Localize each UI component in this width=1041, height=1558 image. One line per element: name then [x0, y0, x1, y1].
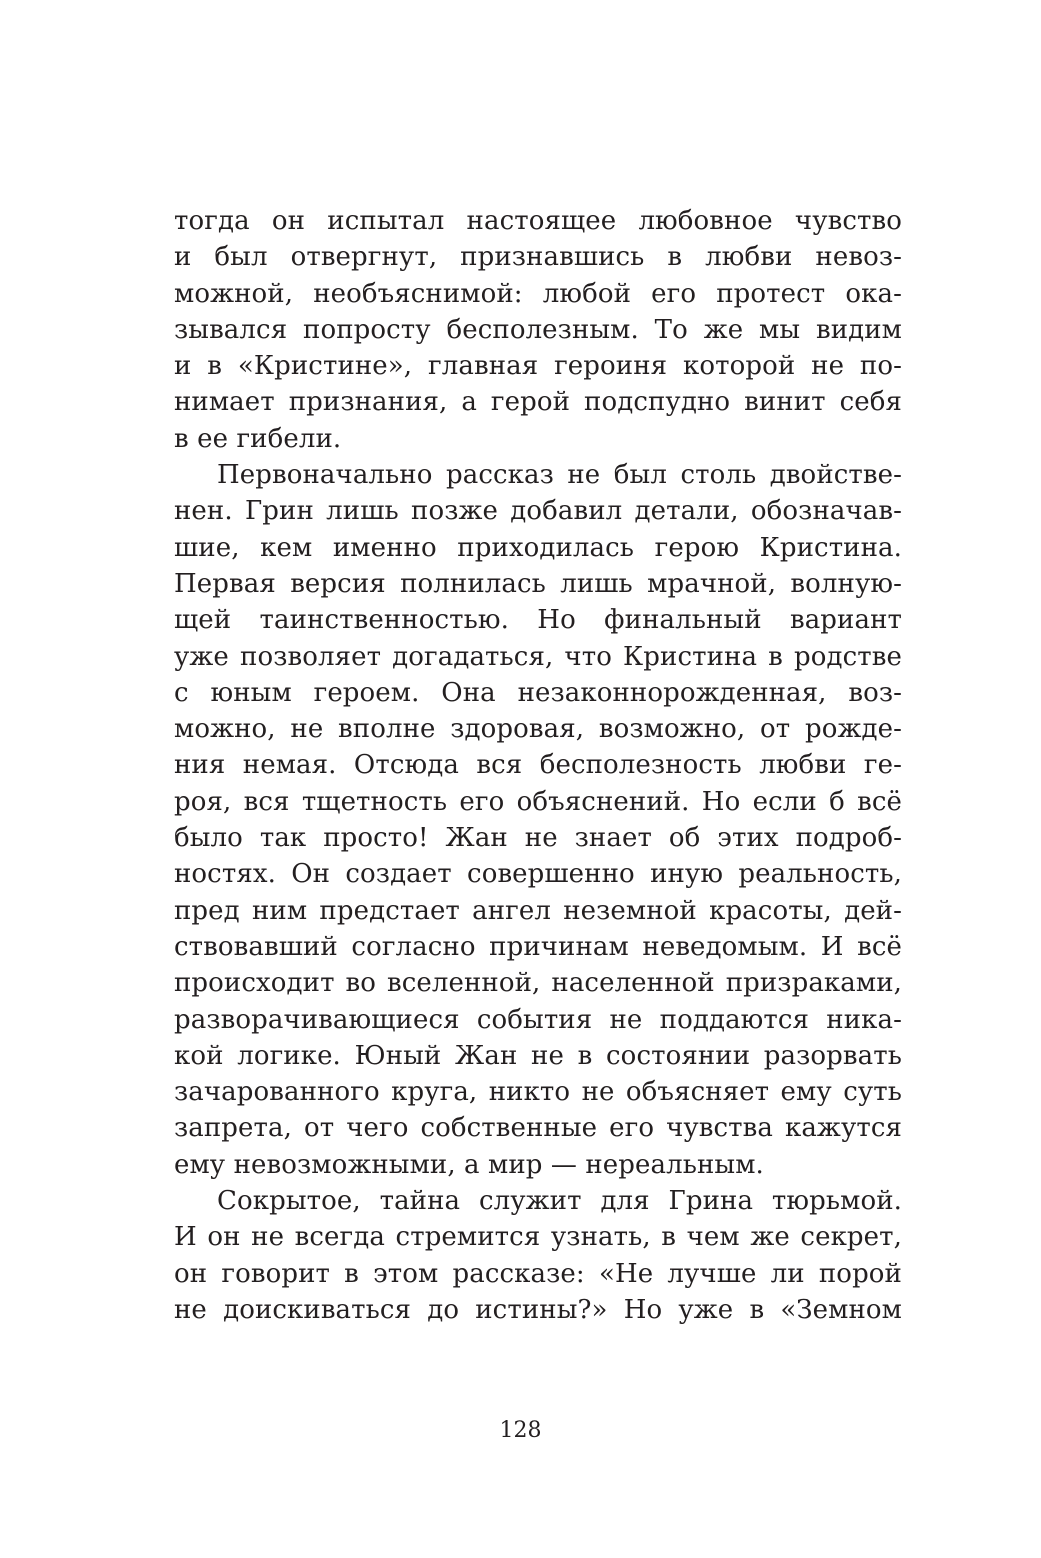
text-line: пред ним предстает ангел неземной красоты, дей- [174, 895, 902, 926]
text-line: зачарованного круга, никто не объясняет ему суть [174, 1077, 902, 1108]
text-line: щей таинственностью. Но финальный вариант [174, 605, 902, 636]
text-line: нимает признания, а герой подспудно винит себя [174, 387, 902, 418]
page-number: 128 [499, 1418, 542, 1443]
text-line: разворачивающиеся события не поддаются ника- [174, 1004, 902, 1035]
text-line: тогда он испытал настоящее любовное чувство [174, 206, 902, 236]
text-line: и был отвергнут, признавшись в любви невоз- [174, 242, 902, 273]
text-line: Первая версия полнилась лишь мрачной, волную- [174, 568, 902, 599]
text-line: И он не всегда стремится узнать, в чем же секрет, [174, 1222, 902, 1253]
text-line: нен. Грин лишь позже добавил детали, обозначав- [174, 496, 902, 527]
text-line: происходит во вселенной, населенной призраками, [174, 968, 902, 999]
text-line: ему невозможными, а мир — нереальным. [174, 1149, 764, 1180]
body-text [174, 203, 902, 1328]
text-line: Первоначально рассказ не был столь двойстве- [217, 460, 902, 491]
text-line: уже позволяет догадаться, что Кристина в родстве [174, 641, 902, 672]
text-line: можно, не вполне здоровая, возможно, от рожде- [174, 714, 902, 745]
text-line: ностях. Он создает совершенно иную реальность, [174, 859, 902, 890]
text-line: кой логике. Юный Жан не в состоянии разорвать [174, 1040, 902, 1071]
text-line: с юным героем. Она незаконнорожденная, воз- [174, 677, 902, 708]
text-line: не доискиваться до истины?» Но уже в «Земном [174, 1294, 902, 1325]
text-line: было так просто! Жан не знает об этих подроб- [174, 823, 902, 854]
text-line: Сокрытое, тайна служит для Грина тюрьмой. [217, 1186, 902, 1217]
text-line: шие, кем именно приходилась герою Кристина. [174, 532, 902, 563]
text-line: роя, вся тщетность его объяснений. Но если б всё [174, 786, 902, 817]
text-line: и в «Кристине», главная героиня которой не по- [174, 351, 902, 382]
text-line: ствовавший согласно причинам неведомым. И всё [174, 931, 902, 962]
text-line: запрета, от чего собственные его чувства кажутся [174, 1113, 902, 1144]
text-line: можной, необъяснимой: любой его протест ока- [174, 278, 902, 309]
text-line: зывался попросту бесполезным. То же мы видим [174, 314, 902, 345]
text-line: в ее гибели. [174, 423, 342, 454]
text-line: ния немая. Отсюда вся бесполезность любви ге- [174, 750, 902, 781]
text-line: он говорит в этом рассказе: «Не лучше ли порой [174, 1258, 902, 1289]
